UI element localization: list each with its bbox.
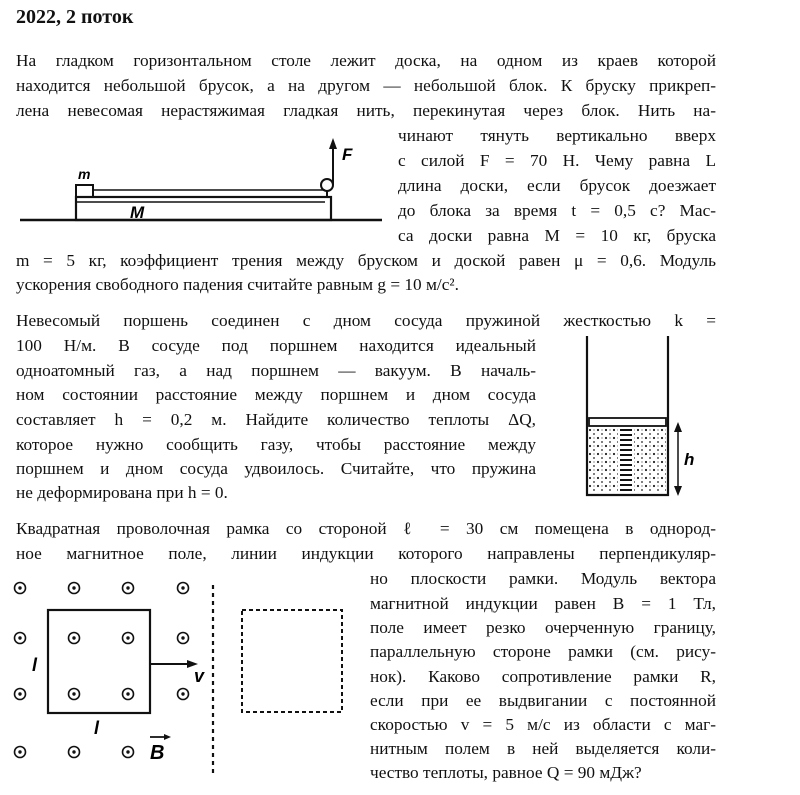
field-symbol-dot (181, 692, 184, 695)
p3-line-7: нок). Каково сопротивление рамки R, (370, 667, 716, 686)
field-symbol-dot (126, 636, 129, 639)
field-symbol-dot (181, 636, 184, 639)
p1-line-6: длина доски, если брусок доезжает (398, 176, 716, 195)
p3-line-2: ное магнитное поле, линии индукции которого направлены перпендикуляр- (16, 544, 716, 563)
p1-line-10: ускорения свободного падения считайте равным g = 10 м/с². (16, 275, 459, 294)
page-heading: 2022, 2 поток (16, 6, 134, 28)
label-m: m (78, 166, 91, 182)
p2-line-3: одноатомный газ, а над поршнем — вакуум. В началь- (16, 361, 536, 380)
p3-line-11: чество теплоты, равное Q = 90 мДж? (370, 763, 642, 782)
field-symbol-dot (126, 750, 129, 753)
field-symbol-dot (181, 586, 184, 589)
field-symbol-dot (72, 636, 75, 639)
field-symbol-dot (72, 586, 75, 589)
p1-line-4: чинают тянуть вертикально вверх (398, 126, 716, 145)
field-symbol-dot (72, 750, 75, 753)
p3-line-9: скоростью v = 5 м/с из области с маг- (370, 715, 716, 734)
p2-line-6: которое нужно сообщить газу, чтобы расстояние между (16, 435, 536, 454)
magnetic-frame-figure (10, 575, 360, 785)
field-symbol-dot (18, 692, 21, 695)
p1-line-7: до блока за время t = 0,5 с? Мас- (398, 201, 716, 220)
p3-line-4: магнитной индукции равен B = 1 Тл, (370, 594, 716, 613)
field-symbol-dot (126, 692, 129, 695)
p1-line-2: находится небольшой брусок, а на другом — небольшой блок. К бруску прикреп- (16, 76, 716, 95)
field-symbol-dot (18, 586, 21, 589)
label-F: F (342, 145, 353, 164)
p1-line-1: На гладком горизонтальном столе лежит доска, на одном из краев которой (16, 51, 716, 70)
p3-line-1: Квадратная проволочная рамка со стороной ℓ = 30 см помещена в однород- (16, 519, 716, 538)
label-B: B (150, 742, 165, 764)
p2-line-4: ном состоянии расстояние между поршнем и дном сосуда (16, 385, 536, 404)
label-M: M (130, 203, 145, 222)
p2-line-7: поршнем и дном сосуда удвоилось. Считайте, что пружина (16, 459, 536, 478)
p3-line-10: нитным полем в ней выделяется коли- (370, 739, 716, 758)
p2-line-5: составляет h = 0,2 м. Найдите количество теплоты ΔQ, (16, 410, 536, 429)
label-l-bottom: l (94, 718, 100, 738)
p2-line-1: Невесомый поршень соединен с дном сосуда пружиной жесткостью k = (16, 311, 716, 330)
p3-line-5: поле имеет резко очерченную границу, (370, 618, 716, 637)
board-block-figure (20, 135, 390, 235)
field-symbol-dot (126, 586, 129, 589)
label-l-side: l (32, 655, 38, 675)
p3-line-3: но плоскости рамки. Модуль вектора (370, 569, 716, 588)
label-v: v (194, 666, 205, 686)
p3-line-8: если при ее выдвигании с постоянной (370, 691, 716, 710)
piston-vessel-figure (580, 332, 720, 502)
p1-line-3: лена невесомая нерастяжимая гладкая нить, перекинутая через блок. Нить на- (16, 101, 716, 120)
p1-line-5: с силой F = 70 Н. Чему равна L (398, 151, 716, 170)
p1-line-8: са доски равна M = 10 кг, бруска (398, 226, 716, 245)
p2-line-8: не деформирована при h = 0. (16, 483, 228, 502)
p2-line-2: 100 Н/м. В сосуде под поршнем находится идеальный (16, 336, 536, 355)
field-symbol-dot (18, 636, 21, 639)
p3-line-6: параллельную стороне рамки (см. рису- (370, 642, 716, 661)
label-h: h (684, 450, 695, 469)
field-symbol-dot (72, 692, 75, 695)
field-symbol-dot (18, 750, 21, 753)
field-dots (15, 583, 189, 758)
p1-line-9: m = 5 кг, коэффициент трения между бруском и доской равен μ = 0,6. Модуль (16, 251, 716, 270)
